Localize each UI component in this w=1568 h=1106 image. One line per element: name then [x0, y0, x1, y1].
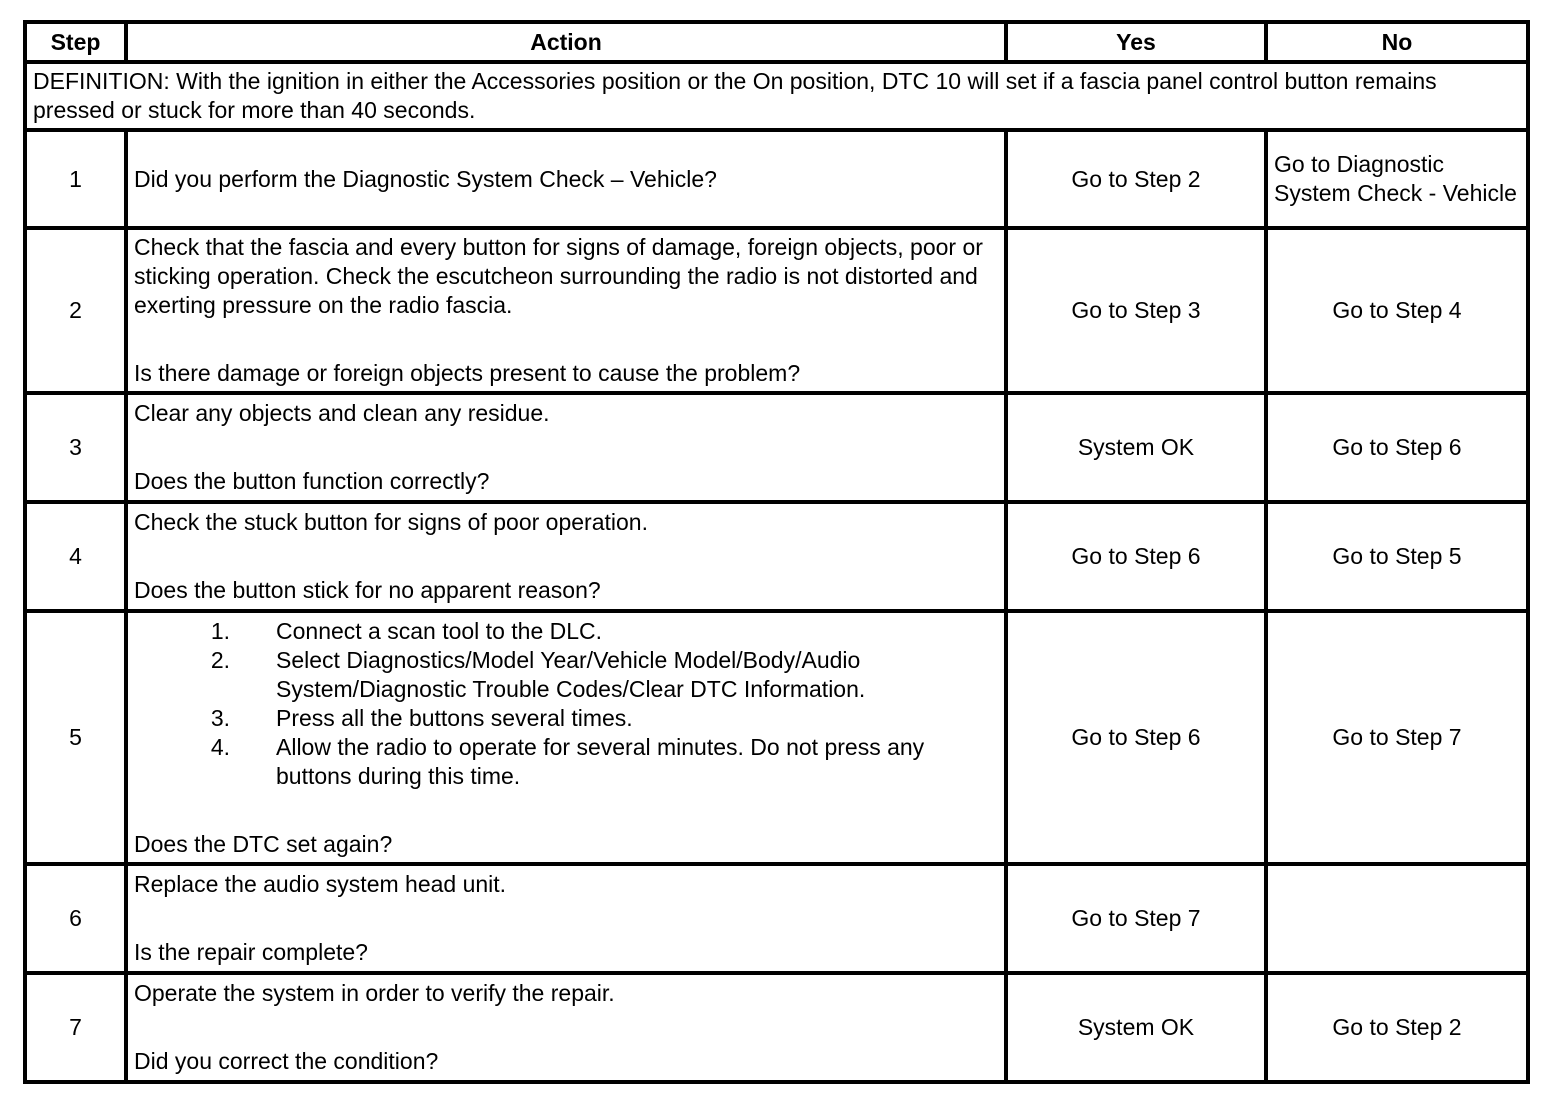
no-cell: Go to Diagnostic System Check - Vehicle [1266, 130, 1528, 228]
procedure-text: Allow the radio to operate for several minutes. Do not press any buttons during this time. [276, 733, 925, 789]
action-text: Replace the audio system head unit. [134, 871, 507, 897]
action-text: Check the stuck button for signs of poor operation. [134, 509, 648, 535]
step-number: 3 [25, 393, 126, 502]
yes-cell: Go to Step 2 [1006, 130, 1266, 228]
table-row [25, 393, 1528, 502]
action-question: Does the DTC set again? [134, 830, 393, 857]
procedure-text: Press all the buttons several times. [276, 704, 633, 731]
action-cell [126, 973, 1006, 1082]
action-text: Clear any objects and clean any residue. [134, 400, 550, 426]
yes-cell: System OK [1006, 393, 1266, 502]
action-cell [126, 611, 1006, 864]
procedure-text: Connect a scan tool to the DLC. [276, 617, 603, 644]
table-row [25, 228, 1528, 393]
action-cell [126, 502, 1006, 611]
header-step: Step [25, 22, 126, 62]
step-number: 6 [25, 864, 126, 973]
header-no: No [1266, 22, 1528, 62]
no-cell: Go to Step 6 [1266, 393, 1528, 502]
action-text: Check that the fascia and every button for signs of damage, foreign objects, poor or sticking operation. Check the escutcheon surrounding the radio is not distorted and exerting pressure on the radio fascia. [134, 234, 983, 318]
action-cell [126, 393, 1006, 502]
procedure-text: Select Diagnostics/Model Year/Vehicle Model/Body/Audio System/Diagnostic Trouble Codes/Clear DTC Information. [276, 646, 866, 702]
header-yes: Yes [1006, 22, 1266, 62]
table-row [25, 973, 1528, 1082]
table-row [25, 611, 1528, 864]
yes-cell: Go to Step 6 [1006, 502, 1266, 611]
header-action: Action [126, 22, 1006, 62]
yes-cell: Go to Step 7 [1006, 864, 1266, 973]
procedure-item [134, 733, 998, 791]
step-number: 5 [25, 611, 126, 864]
action-cell [126, 130, 1006, 228]
definition-row [25, 62, 1528, 130]
table-row [25, 502, 1528, 611]
step-number: 2 [25, 228, 126, 393]
step-number: 1 [25, 130, 126, 228]
action-cell [126, 864, 1006, 973]
procedure-item [134, 617, 998, 646]
procedure-number: 3. [210, 704, 230, 731]
action-question: Did you correct the condition? [134, 1048, 439, 1074]
no-cell: Go to Step 5 [1266, 502, 1528, 611]
yes-cell: Go to Step 3 [1006, 228, 1266, 393]
action-question: Is the repair complete? [134, 939, 368, 965]
no-cell: Go to Step 7 [1266, 611, 1528, 864]
no-cell [1266, 864, 1528, 973]
diagnostic-table [23, 20, 1530, 1084]
table-row [25, 130, 1528, 228]
yes-cell: System OK [1006, 973, 1266, 1082]
procedure-number: 1. [210, 617, 230, 644]
definition-text: DEFINITION: With the ignition in either the Accessories position or the On position, DTC 10 will set if a fascia panel control button remains pressed or stuck for more than 40 seconds. [25, 62, 1528, 130]
action-question: Does the button stick for no apparent reason? [134, 577, 601, 603]
procedure-number: 2. [210, 646, 230, 673]
no-cell: Go to Step 4 [1266, 228, 1528, 393]
table-row [25, 864, 1528, 973]
procedure-item [134, 646, 998, 704]
step-number: 7 [25, 973, 126, 1082]
action-text: Operate the system in order to verify the repair. [134, 980, 615, 1006]
action-question: Does the button function correctly? [134, 468, 490, 494]
no-cell: Go to Step 2 [1266, 973, 1528, 1082]
action-cell [126, 228, 1006, 393]
step-number: 4 [25, 502, 126, 611]
action-question: Is there damage or foreign objects present to cause the problem? [134, 360, 801, 386]
procedure-number: 4. [210, 733, 230, 760]
procedure-item [134, 704, 998, 733]
action-text: Did you perform the Diagnostic System Check – Vehicle? [134, 165, 717, 192]
yes-cell: Go to Step 6 [1006, 611, 1266, 864]
table-header-row [25, 22, 1528, 62]
procedure-list [134, 617, 998, 791]
